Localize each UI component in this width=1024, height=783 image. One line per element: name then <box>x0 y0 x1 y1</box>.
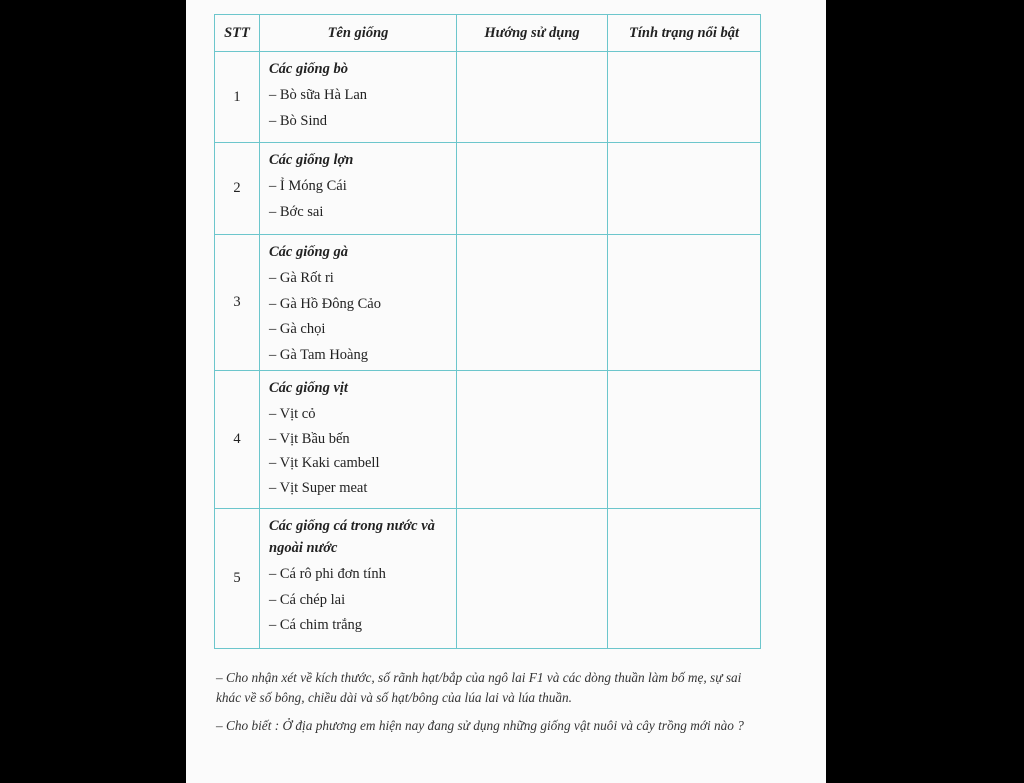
note-paragraph: – Cho biết : Ở địa phương em hiện nay đang sử dụng những giống vật nuôi và cây trồng mới nào ? <box>216 718 744 733</box>
breed-item: – Gà chọi <box>269 321 326 337</box>
header-breed-name: Tên giống <box>260 15 457 52</box>
traits-cell <box>608 143 761 235</box>
header-usage: Hướng sử dụng <box>457 15 608 52</box>
breeds-table <box>214 14 761 649</box>
breed-item: – Cá rô phi đơn tính <box>269 566 386 582</box>
breed-item: – Gà Rốt ri <box>269 270 334 286</box>
row-number: 5 <box>215 509 260 649</box>
usage-cell <box>457 143 608 235</box>
row-number: 4 <box>215 371 260 509</box>
table-header-row <box>215 15 761 52</box>
breed-item: – Ỉ Móng Cái <box>269 178 347 194</box>
breed-group-title: Các giống cá trong nước và ngoài nước <box>269 518 435 556</box>
breed-cell <box>260 371 457 509</box>
row-number: 1 <box>215 52 260 143</box>
traits-cell <box>608 235 761 371</box>
breed-item: – Gà Hồ Đông Cảo <box>269 295 381 312</box>
table-row <box>215 371 761 509</box>
exercise-notes <box>216 668 764 744</box>
breed-item: – Cá chim trắng <box>269 617 363 633</box>
breed-cell <box>260 509 457 649</box>
breed-item: – Vịt Kaki cambell <box>269 455 380 471</box>
breed-group-title: Các giống bò <box>269 61 348 77</box>
breed-cell <box>260 143 457 235</box>
breed-group-title: Các giống gà <box>269 244 348 260</box>
breed-item: – Bớc sai <box>269 203 324 220</box>
document-page <box>186 0 826 783</box>
usage-cell <box>457 52 608 143</box>
table-row <box>215 235 761 371</box>
row-number: 3 <box>215 235 260 371</box>
traits-cell <box>608 371 761 509</box>
breed-item: – Bò sữa Hà Lan <box>269 87 368 103</box>
table-row <box>215 143 761 235</box>
usage-cell <box>457 371 608 509</box>
header-stt: STT <box>215 15 260 52</box>
breed-item: – Gà Tam Hoàng <box>269 346 368 363</box>
row-number: 2 <box>215 143 260 235</box>
breed-cell <box>260 52 457 143</box>
breed-group-title: Các giống vịt <box>269 380 348 396</box>
breed-item: – Vịt cỏ <box>269 406 316 422</box>
breed-item: – Vịt Bầu bến <box>269 430 350 447</box>
traits-cell <box>608 509 761 649</box>
traits-cell <box>608 52 761 143</box>
breed-item: – Bò Sind <box>269 112 328 129</box>
breed-item: – Cá chép lai <box>269 591 346 608</box>
breed-cell <box>260 235 457 371</box>
breed-item: – Vịt Super meat <box>269 479 368 496</box>
usage-cell <box>457 235 608 371</box>
table-row <box>215 509 761 649</box>
table-row <box>215 52 761 143</box>
breed-group-title: Các giống lợn <box>269 152 354 168</box>
usage-cell <box>457 509 608 649</box>
note-paragraph: – Cho nhận xét về kích thước, số rãnh hạt/bắp của ngô lai F1 và các dòng thuần làm bố mẹ, sự sai khác về số bông, chiều dài và số hạt/bông của lúa lai và lúa thuần. <box>216 670 742 705</box>
header-traits: Tính trạng nổi bật <box>608 15 761 52</box>
